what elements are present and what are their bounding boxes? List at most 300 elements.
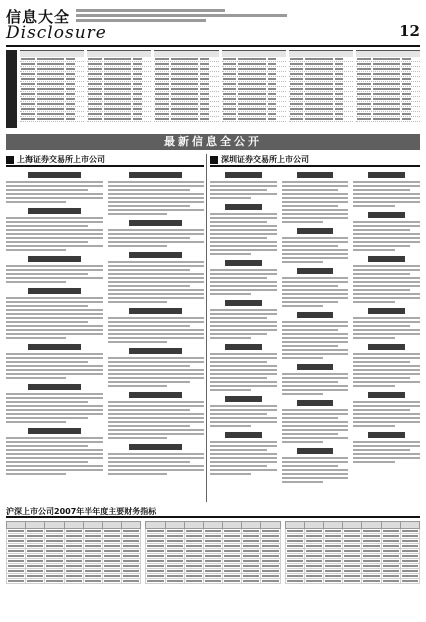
text-line: [353, 293, 420, 295]
article-headline: [129, 444, 182, 450]
directory-table: [6, 50, 420, 128]
text-line: [6, 245, 103, 247]
section-header: [6, 154, 204, 167]
article-headline: [297, 448, 334, 454]
text-line: [282, 413, 349, 415]
text-line: [353, 197, 420, 199]
table-cell: [285, 579, 304, 584]
text-line: [6, 373, 103, 375]
text-line: [6, 337, 66, 339]
table-header-cell: [203, 522, 222, 529]
text-line: [282, 321, 349, 323]
text-line: [108, 333, 205, 335]
text-line: [353, 189, 410, 191]
financial-table-title: 沪深上市公司2007年半年度主要财务指标: [6, 507, 420, 518]
text-line: [210, 449, 267, 451]
text-line: [210, 381, 277, 383]
text-line: [6, 445, 88, 447]
text-line: [108, 265, 205, 267]
table-header-cell: [184, 522, 203, 529]
table-cell: [343, 579, 362, 584]
article-headline: [368, 212, 405, 218]
text-line: [108, 245, 168, 247]
text-line: [108, 385, 168, 387]
text-line: [108, 321, 205, 323]
text-line: [282, 297, 349, 299]
text-line: [353, 193, 420, 195]
text-line: [210, 225, 277, 227]
article: [282, 312, 349, 359]
article-headline: [129, 252, 182, 258]
text-line: [108, 361, 205, 363]
text-line: [6, 305, 88, 307]
text-line: [108, 193, 205, 195]
text-line: [108, 433, 205, 435]
article: [282, 268, 349, 307]
square-bullet-icon: [6, 156, 14, 164]
text-line: [6, 333, 103, 335]
table-header-cell: [146, 522, 165, 529]
text-line: [210, 385, 277, 387]
article: [282, 172, 349, 223]
table-header-cell: [7, 522, 26, 529]
text-line: [282, 301, 339, 303]
article-headline: [129, 172, 182, 178]
table-header-cell: [223, 522, 242, 529]
section-body: [210, 171, 420, 499]
text-line: [108, 457, 205, 459]
text-line: [108, 429, 205, 431]
masthead-rule: [6, 45, 420, 47]
table-cell: [324, 579, 343, 584]
text-line: [282, 277, 349, 279]
text-line: [353, 201, 420, 203]
section-title: 上海证券交易所上市公司: [17, 155, 105, 164]
article: [6, 172, 103, 203]
directory-column: [222, 50, 286, 128]
table-cell: [26, 579, 45, 584]
text-line: [108, 373, 205, 375]
text-line: [6, 317, 103, 319]
directory-label: [6, 50, 17, 128]
text-line: [6, 393, 103, 395]
text-line: [282, 289, 349, 291]
table-cell: [83, 579, 102, 584]
text-line: [282, 217, 349, 219]
text-line: [108, 285, 190, 287]
text-line: [210, 337, 251, 339]
text-line: [353, 421, 420, 423]
article-headline: [225, 172, 262, 178]
article: [6, 428, 103, 475]
text-line: [282, 393, 323, 395]
article-headline: [28, 428, 81, 434]
article: [108, 392, 205, 439]
text-line: [210, 325, 277, 327]
text-line: [108, 201, 205, 203]
text-line: [353, 225, 420, 227]
text-column: [108, 171, 205, 499]
text-line: [108, 357, 205, 359]
text-line: [210, 253, 251, 255]
directory-row: [20, 117, 84, 122]
text-line: [108, 405, 205, 407]
text-line: [108, 437, 168, 439]
text-line: [210, 293, 251, 295]
article-headline: [297, 400, 334, 406]
text-line: [210, 237, 267, 239]
table-cell: [7, 579, 26, 584]
text-line: [108, 317, 205, 319]
article-headline: [129, 220, 182, 226]
text-line: [282, 201, 349, 203]
text-line: [6, 329, 103, 331]
text-line: [210, 417, 277, 419]
text-line: [210, 457, 277, 459]
banner-title: 最新信息全公开: [164, 135, 262, 148]
text-line: [108, 213, 168, 215]
text-line: [353, 205, 394, 207]
text-line: [210, 441, 277, 443]
text-line: [282, 193, 349, 195]
article: [353, 392, 420, 427]
text-line: [353, 449, 410, 451]
table-cell: [381, 579, 400, 584]
text-line: [108, 297, 205, 299]
article-headline: [129, 348, 182, 354]
text-line: [353, 333, 420, 335]
article-headline: [28, 208, 81, 214]
directory-row: [289, 117, 353, 122]
text-line: [108, 469, 205, 471]
text-line: [282, 425, 349, 427]
text-line: [282, 329, 339, 331]
text-line: [353, 181, 420, 183]
text-line: [282, 373, 349, 375]
article: [353, 344, 420, 387]
text-line: [6, 185, 103, 187]
directory-column: [289, 50, 353, 128]
article-headline: [368, 432, 405, 438]
directory-grid: [20, 50, 420, 128]
article: [210, 396, 277, 427]
text-line: [353, 321, 420, 323]
article-headline: [297, 268, 334, 274]
text-line: [210, 373, 277, 375]
table-cell: [261, 579, 280, 584]
text-line: [353, 281, 420, 283]
directory-row: [87, 117, 151, 122]
text-line: [282, 213, 349, 215]
text-column: [210, 171, 277, 499]
text-line: [108, 241, 205, 243]
text-line: [282, 441, 323, 443]
text-line: [210, 233, 277, 235]
article-headline: [28, 256, 81, 262]
text-line: [6, 313, 103, 315]
text-line: [353, 297, 420, 299]
table-header-cell: [45, 522, 64, 529]
text-line: [282, 477, 349, 479]
text-line: [6, 465, 103, 467]
text-line: [6, 449, 103, 451]
text-line: [210, 405, 277, 407]
directory-column: [356, 50, 420, 128]
text-line: [353, 365, 420, 367]
text-line: [210, 473, 251, 475]
article: [108, 348, 205, 387]
text-line: [210, 189, 267, 191]
page-number: 12: [399, 22, 420, 40]
article: [108, 308, 205, 343]
financial-indicators: [6, 507, 420, 615]
text-line: [353, 401, 420, 403]
text-line: [210, 413, 267, 415]
table-cell: [362, 579, 381, 584]
text-line: [353, 273, 410, 275]
text-line: [282, 205, 339, 207]
text-line: [108, 325, 190, 327]
text-line: [353, 229, 410, 231]
article: [282, 228, 349, 263]
text-line: [6, 241, 88, 243]
text-line: [108, 301, 168, 303]
text-line: [6, 413, 103, 415]
text-line: [6, 469, 103, 471]
text-line: [108, 465, 205, 467]
table-header-cell: [83, 522, 102, 529]
text-line: [210, 249, 277, 251]
text-line: [108, 365, 190, 367]
section-title: 深圳证券交易所上市公司: [221, 155, 309, 164]
column-divider: [206, 154, 207, 502]
text-line: [210, 369, 277, 371]
text-line: [210, 221, 267, 223]
text-line: [282, 469, 349, 471]
text-line: [353, 357, 420, 359]
text-line: [353, 405, 420, 407]
article-headline: [297, 312, 334, 318]
text-line: [353, 385, 394, 387]
text-line: [282, 197, 349, 199]
text-line: [6, 377, 66, 379]
text-line: [353, 277, 420, 279]
text-line: [108, 461, 190, 463]
text-line: [282, 409, 349, 411]
article: [353, 172, 420, 207]
directory-row: [154, 117, 218, 122]
text-line: [6, 361, 88, 363]
text-line: [210, 465, 267, 467]
text-line: [6, 181, 103, 183]
text-line: [353, 221, 420, 223]
text-line: [282, 421, 349, 423]
table-header-cell: [26, 522, 45, 529]
text-line: [282, 249, 349, 251]
article-headline: [368, 172, 405, 178]
text-line: [210, 453, 277, 455]
section-body: [6, 171, 204, 499]
text-line: [210, 217, 277, 219]
text-line: [108, 181, 205, 183]
text-line: [353, 245, 410, 247]
table-cell: [184, 579, 203, 584]
directory-row: [356, 117, 420, 122]
article: [108, 220, 205, 247]
text-line: [353, 337, 394, 339]
text-line: [108, 401, 205, 403]
article-headline: [225, 204, 262, 210]
text-line: [108, 381, 190, 383]
text-line: [210, 285, 277, 287]
text-line: [108, 273, 205, 275]
text-line: [108, 233, 205, 235]
text-line: [108, 473, 168, 475]
text-line: [210, 377, 267, 379]
text-line: [6, 217, 103, 219]
text-line: [108, 197, 205, 199]
article: [6, 208, 103, 251]
text-line: [353, 373, 420, 375]
article: [282, 400, 349, 443]
text-line: [108, 269, 190, 271]
text-line: [6, 421, 66, 423]
table-cell: [45, 579, 64, 584]
article: [353, 212, 420, 251]
table-header-cell: [165, 522, 184, 529]
text-line: [108, 261, 205, 263]
text-line: [353, 413, 420, 415]
text-line: [282, 189, 339, 191]
text-line: [210, 313, 277, 315]
text-line: [6, 417, 88, 419]
table-header-cell: [64, 522, 83, 529]
text-line: [353, 329, 420, 331]
text-line: [282, 257, 349, 259]
text-line: [6, 397, 103, 399]
table-header-cell: [242, 522, 261, 529]
text-line: [210, 353, 277, 355]
text-line: [282, 349, 349, 351]
text-line: [282, 377, 349, 379]
table-cell: [304, 579, 323, 584]
text-line: [108, 329, 205, 331]
text-line: [6, 301, 103, 303]
text-column: [353, 171, 420, 499]
table-header-cell: [122, 522, 141, 529]
text-line: [282, 357, 323, 359]
square-bullet-icon: [210, 156, 218, 164]
text-line: [6, 225, 88, 227]
article: [108, 172, 205, 215]
text-line: [353, 301, 394, 303]
directory-row: [222, 117, 286, 122]
table-row: [146, 579, 280, 584]
article: [6, 344, 103, 379]
text-line: [210, 241, 277, 243]
text-line: [210, 309, 277, 311]
text-line: [210, 213, 277, 215]
text-line: [210, 333, 267, 335]
text-line: [210, 321, 277, 323]
text-line: [353, 269, 420, 271]
text-line: [353, 361, 410, 363]
article: [353, 256, 420, 303]
article-headline: [225, 260, 262, 266]
table-header-cell: [261, 522, 280, 529]
table-row: [7, 579, 141, 584]
text-line: [108, 281, 205, 283]
financial-tables: [6, 521, 420, 584]
text-line: [353, 381, 420, 383]
text-line: [6, 221, 103, 223]
text-line: [108, 409, 190, 411]
table-cell: [400, 579, 419, 584]
text-line: [108, 413, 205, 415]
text-line: [108, 209, 205, 211]
text-line: [353, 417, 420, 419]
article: [282, 364, 349, 395]
text-line: [353, 409, 410, 411]
article-headline: [297, 172, 334, 178]
table-cell: [203, 579, 222, 584]
article: [353, 308, 420, 339]
text-line: [6, 441, 103, 443]
table-header-cell: [324, 522, 343, 529]
directory-column: [154, 50, 218, 128]
text-line: [210, 281, 277, 283]
text-line: [6, 229, 103, 231]
text-line: [282, 385, 349, 387]
text-line: [210, 185, 277, 187]
text-line: [6, 325, 103, 327]
table-cell: [165, 579, 184, 584]
masthead-meta-line: [76, 19, 206, 22]
text-line: [282, 389, 349, 391]
text-line: [210, 461, 277, 463]
article: [108, 252, 205, 303]
text-line: [6, 405, 103, 407]
text-line: [6, 273, 88, 275]
article: [210, 204, 277, 255]
masthead-meta: [76, 9, 316, 21]
text-line: [353, 377, 410, 379]
text-line: [108, 277, 205, 279]
table-header-cell: [102, 522, 121, 529]
text-line: [210, 425, 251, 427]
text-line: [353, 265, 420, 267]
article-headline: [368, 256, 405, 262]
text-line: [282, 353, 349, 355]
text-line: [282, 333, 349, 335]
text-line: [6, 297, 103, 299]
article: [210, 300, 277, 339]
text-line: [6, 249, 66, 251]
text-line: [108, 185, 205, 187]
text-line: [282, 241, 349, 243]
text-line: [282, 245, 339, 247]
table-cell: [242, 579, 261, 584]
text-line: [108, 369, 205, 371]
text-line: [210, 409, 277, 411]
text-line: [282, 293, 349, 295]
table-header-cell: [381, 522, 400, 529]
text-line: [210, 193, 277, 195]
table-header-cell: [362, 522, 381, 529]
text-line: [353, 285, 420, 287]
text-line: [210, 421, 277, 423]
text-line: [282, 461, 349, 463]
